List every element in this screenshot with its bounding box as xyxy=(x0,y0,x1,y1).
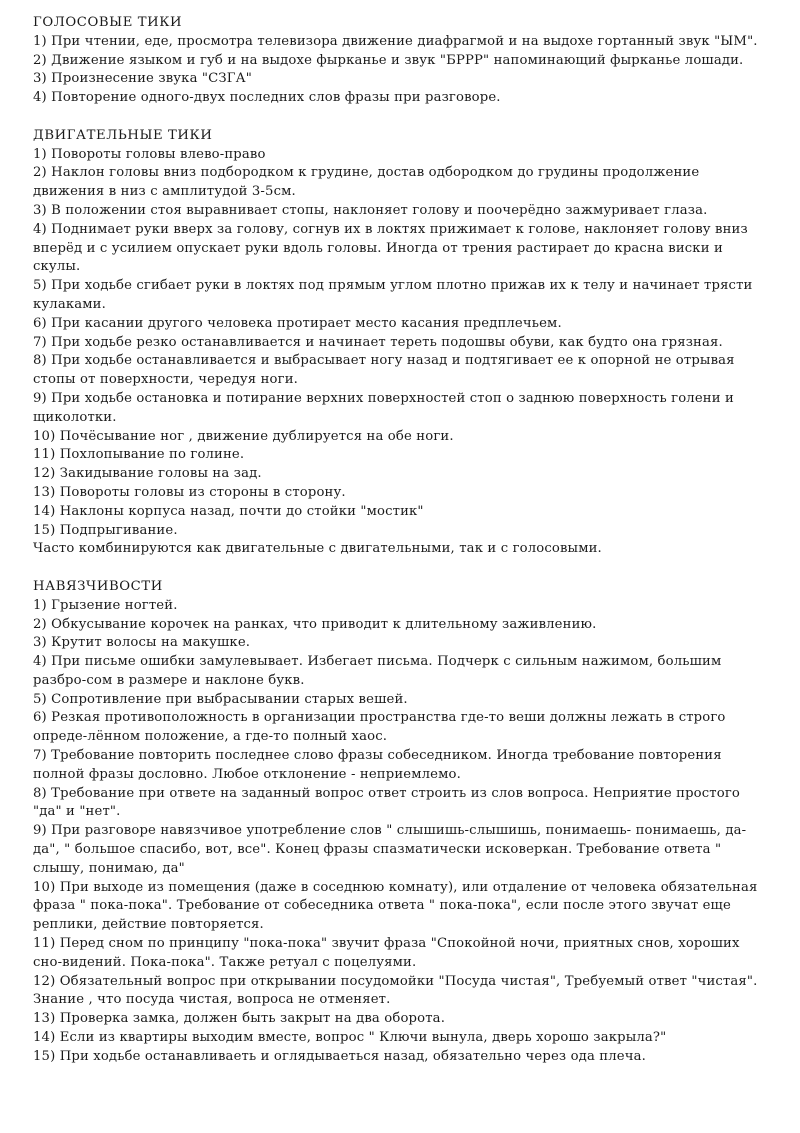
list-item: 6) Резкая противоположность в организации пространства где-то веши должны лежать в строго опреде-лённом положение, а где-то полный хаос. xyxy=(33,710,726,745)
list-item: 13) Повороты головы из стороны в сторону. xyxy=(33,484,346,500)
list-item: 6) При касании другого человека протирает место касания предплечьем. xyxy=(33,315,562,331)
list-item: 3) Произнесение звука "СЗГА" xyxy=(33,71,252,87)
list-item: 14) Наклоны корпуса назад, почти до стойки "мостик" xyxy=(33,503,424,519)
list-item: 8) Требование при ответе на заданный вопрос ответ строить из слов вопроса. Неприятие простого "да" и "нет". xyxy=(33,785,740,820)
list-item: 2) Движение языком и губ и на выдохе фырканье и звук "БРРР" напоминающий фырканье лошади. xyxy=(33,52,744,68)
list-item: 13) Проверка замка, должен быть закрыт на два оборота. xyxy=(33,1011,446,1027)
list-item: 7) При ходьбе резко останавливается и начинает тереть подошвы обуви, как будто она грязная. xyxy=(33,334,723,350)
list-item: 10) Почёсывание ног , движение дублируется на обе ноги. xyxy=(33,428,454,444)
section-title: НАВЯЗЧИВОСТИ xyxy=(33,578,163,594)
list-item: 15) При ходьбе останавливаеть и оглядываеться назад, обязательно через ода плеча. xyxy=(33,1048,646,1064)
list-item: 3) В положении стоя выравнивает стопы, наклоняет голову и поочерёдно зажмуривает глаза. xyxy=(33,202,708,218)
list-item: 12) Закидывание головы на зад. xyxy=(33,466,262,482)
section-motor-tics xyxy=(33,127,770,559)
section-title: ГОЛОСОВЫЕ ТИКИ xyxy=(33,15,183,30)
section-vocal-tics xyxy=(33,14,770,108)
list-item: 5) При ходьбе сгибает руки в локтях под прямым углом плотно прижав их к телу и начинает трясти кулаками. xyxy=(33,278,753,312)
list-item: 1) Грызение ногтей. xyxy=(33,597,178,613)
list-item: 2) Обкусывание корочек на ранках, что приводит к длительному заживлению. xyxy=(33,616,597,632)
list-item: 2) Наклон головы вниз подбородком к грудине, достав одбородком до грудины продолжение движения в низ с амплитудой 3-5см. xyxy=(33,165,700,200)
list-item: 11) Похлопывание по голине. xyxy=(33,447,245,463)
list-item: 1) При чтении, еде, просмотра телевизора движение диафрагмой и на выдохе гортанный звук "ЫМ". xyxy=(33,33,758,49)
list-item: 7) Требование повторить последнее слово фразы собеседником. Иногда требование повторения полной фразы дословно. Любое отклонение - неприемлемо. xyxy=(33,748,722,782)
item-list xyxy=(33,597,770,1067)
item-list xyxy=(33,33,770,108)
list-item: 4) Поднимает руки вверх за голову, согнув их в локтях прижимает к голове, наклоняет голову вниз вперёд и с усилием опускает руки вдоль головы. Иногда от трения растирает до красна виски и скулы. xyxy=(33,221,748,275)
list-item: 4) При письме ошибки замулевывает. Избегает письма. Подчерк с сильным нажимом, большим разбро-сом в размере и наклоне букв. xyxy=(33,654,722,688)
list-item: 1) Повороты головы влево-право xyxy=(33,146,266,162)
list-item: 3) Крутит волосы на макушке. xyxy=(33,635,251,651)
list-item: 8) При ходьбе останавливается и выбрасывает ногу назад и подтягивает ее к опорной не отрывая стопы от поверхности, чередуя ноги. xyxy=(33,353,735,388)
list-item: 10) При выходе из помещения (даже в соседнюю комнату), или отдаление от человека обязательная фраза " пока-пока". Требование от собеседника ответа " пока-пока", если после этого звучат еще реплики, действие повторяется. xyxy=(33,879,758,933)
list-item: 11) Перед сном по принципу "пока-пока" звучит фраза "Спокойной ночи, приятных снов, хороших сно-видений. Пока-пока". Также ретуал с поцелуями. xyxy=(33,936,740,970)
list-item: 15) Подпрыгивание. xyxy=(33,522,178,538)
list-item: 12) Обязательный вопрос при открывании посудомойки "Посуда чистая", Требуемый ответ "чистая". Знание , что посуда чистая, вопроса не отменяет. xyxy=(33,973,758,1008)
item-list xyxy=(33,146,770,541)
list-item: 4) Повторение одного-двух последних слов фразы при разговоре. xyxy=(33,90,501,106)
list-item: 14) Если из квартиры выходим вместе, вопрос " Ключи вынула, дверь хорошо закрыла?" xyxy=(33,1030,667,1046)
list-item: 9) При ходьбе остановка и потирание верхних поверхностей стоп о заднюю поверхность голени и щиколотки. xyxy=(33,390,734,425)
list-item: 5) Сопротивление при выбрасывании старых вешей. xyxy=(33,691,408,707)
section-obsessions xyxy=(33,578,770,1067)
section-title: ДВИГАТЕЛЬНЫЕ ТИКИ xyxy=(33,127,213,143)
section-note: Часто комбинируются как двигательные с двигательными, так и с голосовыми. xyxy=(33,541,602,557)
list-item: 9) При разговоре навязчивое употребление слов " слышишь-слышишь, понимаешь- понимаешь, да-да", " большое спасибо, вот, все". Конец фразы спазматически исковеркан. Требование ответа " слышу, понимаю, да" xyxy=(33,823,747,876)
